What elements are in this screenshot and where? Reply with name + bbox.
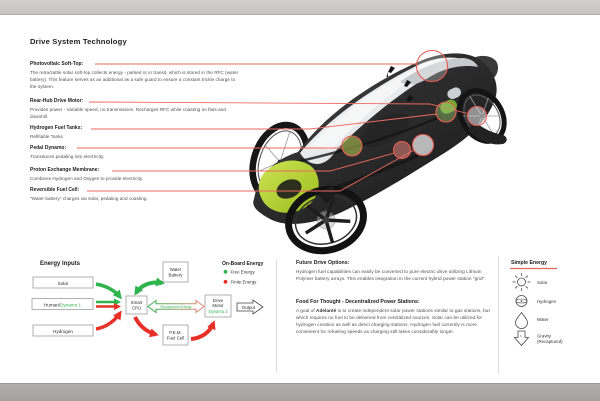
vehicle-render [244,53,514,259]
arrow-solar-to-cpu [96,284,120,297]
spec-body: "Water battery" charges via solar, pedaling and coasting. [30,195,148,201]
callout-circle-pem [394,142,411,159]
simple-energy-panel [510,260,563,346]
finite-energy-dot [224,280,228,284]
food-heading: Food For Thought - Decentralized Power Stations: [296,299,420,305]
callout-circle-tanks [436,102,456,122]
spec-heading: Photovoltaic Soft-Top: [30,61,84,67]
svg-text:Solar: Solar [537,280,548,285]
svg-text:CPU: CPU [131,305,142,311]
svg-text:Finite Energy: Finite Energy [230,279,257,285]
arrow-pem-to-motor [191,323,214,339]
page-title: Drive System Technology [30,37,127,46]
svg-text:Motor: Motor [212,303,224,308]
svg-text:Fuel Cell: Fuel Cell [166,335,185,341]
water-icon [516,313,528,329]
svg-text:(Recaptured): (Recaptured) [537,338,563,344]
spec-heading: Rear-Hub Drive Motor: [30,98,84,104]
svg-text:N: N [519,333,522,338]
spec-body: Combines Hydrogen and Oxygen to provide electricity. [30,175,144,181]
spec-block-dynamo [30,145,242,160]
energy-inputs-heading: Energy Inputs [40,261,81,267]
future-drive-options-block [296,260,493,282]
backdrop-top [0,0,600,15]
callout-circle-rearhub [468,107,487,126]
svg-text:Smart: Smart [130,300,143,305]
spec-body: Transduces pedaling into electricity. [30,153,105,159]
free-energy-dot [224,270,228,274]
callout-circle-dynamo [342,136,362,156]
svg-text:Water: Water [537,317,549,322]
svg-text:Dynamo 2: Dynamo 2 [208,308,228,314]
future-body: Hydrogen fuel capabilities can easily be converted to pure electric drive utilizing Lithium Polymer battery arrays. This enables integration in the current hybrid power station "grid". [296,268,486,281]
spec-block-softtop [30,61,242,90]
spec-block-rearhub [30,98,242,120]
sun-icon [513,273,531,291]
arrow-cpu-to-pem [135,317,156,335]
arrow-hydrogen-to-cpu [96,313,120,329]
arrow-cpu-battery [136,282,162,293]
spec-heading: Pedal Dynamo: [30,145,67,151]
legend-title: On-Board Energy [222,261,264,267]
spec-body: Provides power - Variable speed, no transmission. Recharges RFC while coasting on flats and downhill. [30,106,226,119]
brand-name: Adelanté [316,307,337,313]
svg-text:Drive: Drive [212,298,224,303]
food-body: A goal of Adelanté is to create independent solar power stations similar to gas stations, but which requires no fuel to be delivered from centralized sources. Solar can be utilized for hydrogen creation as well as direct charging stations. Hydrogen fuel currently is more convenient for refueling speeds as charging still takes considerably longer. [296,307,490,335]
svg-text:Solar: Solar [57,280,69,286]
callout-circle-fuelcell [413,135,434,156]
svg-text:Hydrogen: Hydrogen [537,299,557,304]
spec-block-pem [30,167,242,182]
spec-body: The retractable solar soft-top collects energy - parked or in transit, which is stored in the RFC (water battery). This feature serves as an additional as a safe guard to ensure a constant trickle charge to the system. [30,69,239,89]
hydrogen-icon [516,296,527,307]
spec-body: Refillable Tanks [30,133,63,139]
spec-block-tanks [30,125,242,140]
food-for-thought-block [296,299,493,335]
future-heading: Future Drive Options: [296,260,350,266]
backdrop-bottom [0,383,600,401]
svg-text:Human/Dynamo 1: Human/Dynamo 1 [43,302,82,308]
svg-text:Free Energy: Free Energy [230,269,255,275]
spec-block-fuelcell [30,187,242,202]
svg-text:Hydrogen: Hydrogen [53,328,73,334]
spec-heading: Hydrogen Fuel Tanks: [30,125,83,131]
spec-heading: Proton Exchange Membrane: [30,167,100,173]
svg-text:P.E.M.: P.E.M. [169,330,182,335]
svg-text:Output: Output [241,304,256,310]
svg-text:Battery: Battery [168,272,183,278]
sidebar-title: Simple Energy [511,260,548,266]
spec-heading: Reversible Fuel Cell: [30,187,80,193]
energy-flow-diagram [32,261,264,345]
gravity-icon [515,331,529,346]
svg-text:Water: Water [169,267,182,272]
callout-circle-softtop [417,51,448,82]
svg-text:Recaptured Energy: Recaptured Energy [160,304,192,309]
svg-text:Gravity: Gravity [537,333,551,339]
